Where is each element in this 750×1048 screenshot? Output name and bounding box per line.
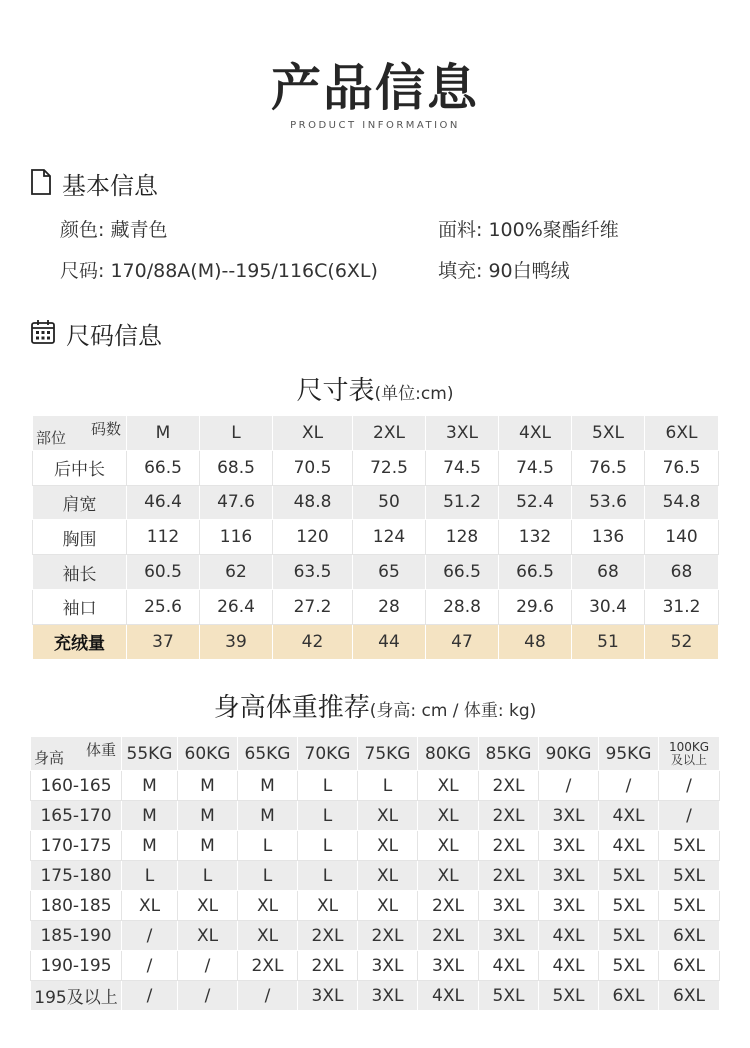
table-cell: 5XL xyxy=(599,861,659,891)
size-info-heading xyxy=(30,316,162,351)
table-cell: 124 xyxy=(353,520,426,555)
table-cell: 4XL xyxy=(599,801,659,831)
size-table-unit: (单位:cm) xyxy=(374,384,454,404)
table-cell: 2XL xyxy=(298,921,358,951)
column-header: 80KG xyxy=(418,737,479,771)
table-cell: L xyxy=(238,831,298,861)
fabric-info: 面料: 100%聚酯纤维 xyxy=(438,219,619,241)
size-chart-table xyxy=(32,415,719,660)
calendar-icon xyxy=(30,319,56,349)
table-cell: 2XL xyxy=(418,921,479,951)
table-cell: 2XL xyxy=(479,771,539,801)
corner-column-label: 体重 xyxy=(85,741,116,759)
table-row xyxy=(31,981,720,1011)
table-cell: 5XL xyxy=(659,861,720,891)
table-cell: 3XL xyxy=(539,861,599,891)
table-cell: 3XL xyxy=(539,831,599,861)
table-cell: 44 xyxy=(353,624,426,659)
column-header: 85KG xyxy=(479,737,539,771)
table-cell: 5XL xyxy=(479,981,539,1011)
table-cell: XL xyxy=(238,891,298,921)
table-cell: / xyxy=(178,981,238,1011)
table-cell: 3XL xyxy=(298,981,358,1011)
table-cell: XL xyxy=(178,921,238,951)
table-cell: L xyxy=(298,861,358,891)
table-cell: 68 xyxy=(572,555,645,590)
row-label: 肩宽 xyxy=(33,485,127,520)
table-cell: XL xyxy=(358,861,418,891)
table-cell: XL xyxy=(418,831,479,861)
table-cell: / xyxy=(599,771,659,801)
height-weight-table xyxy=(30,736,720,1011)
table-cell: / xyxy=(659,771,720,801)
row-label: 175-180 xyxy=(31,861,122,891)
row-label: 165-170 xyxy=(31,801,122,831)
table-cell: 60.5 xyxy=(127,555,200,590)
column-header: 100KG 及以上 xyxy=(659,737,720,771)
row-label: 180-185 xyxy=(31,891,122,921)
table-cell: XL xyxy=(178,891,238,921)
table-cell: L xyxy=(238,861,298,891)
table-cell: 3XL xyxy=(358,951,418,981)
table-cell: 112 xyxy=(127,520,200,555)
table-cell: M xyxy=(178,801,238,831)
table-cell: XL xyxy=(358,891,418,921)
table-cell: 6XL xyxy=(599,981,659,1011)
size-table-title xyxy=(0,370,750,407)
table-row xyxy=(33,520,719,555)
table-cell: / xyxy=(539,771,599,801)
table-cell: 25.6 xyxy=(127,589,200,624)
table-cell: XL xyxy=(238,921,298,951)
table-header-row xyxy=(31,737,720,771)
table-cell: 28.8 xyxy=(426,589,499,624)
table-cell: 76.5 xyxy=(572,450,645,485)
table-cell: 48.8 xyxy=(273,485,353,520)
column-header: 70KG xyxy=(298,737,358,771)
row-label: 胸围 xyxy=(33,520,127,555)
table-cell: 47 xyxy=(426,624,499,659)
table-cell: 65 xyxy=(353,555,426,590)
table-cell: 76.5 xyxy=(645,450,719,485)
table-cell: L xyxy=(178,861,238,891)
rec-table-title-text: 身高体重推荐 xyxy=(213,693,370,723)
rec-table-title xyxy=(0,687,750,724)
column-header: 6XL xyxy=(645,416,719,451)
table-row xyxy=(33,450,719,485)
table-cell: M xyxy=(238,771,298,801)
table-cell: 2XL xyxy=(479,801,539,831)
table-cell: 63.5 xyxy=(273,555,353,590)
table-cell: / xyxy=(122,921,178,951)
table-cell: M xyxy=(122,831,178,861)
table-cell: 2XL xyxy=(238,951,298,981)
table-cell: 52.4 xyxy=(499,485,572,520)
column-header: 55KG xyxy=(122,737,178,771)
row-label: 袖长 xyxy=(33,555,127,590)
table-cell: / xyxy=(178,951,238,981)
table-cell: 4XL xyxy=(479,951,539,981)
row-label: 后中长 xyxy=(33,450,127,485)
table-cell: XL xyxy=(358,801,418,831)
color-info: 颜色: 藏青色 xyxy=(60,219,168,241)
table-cell: 4XL xyxy=(599,831,659,861)
table-cell: 29.6 xyxy=(499,589,572,624)
column-header: L xyxy=(200,416,273,451)
table-cell: 68 xyxy=(645,555,719,590)
row-label: 袖口 xyxy=(33,589,127,624)
table-cell: 120 xyxy=(273,520,353,555)
table-cell: 48 xyxy=(499,624,572,659)
table-cell: 26.4 xyxy=(200,589,273,624)
table-cell: 30.4 xyxy=(572,589,645,624)
corner-header-cell xyxy=(31,737,122,771)
table-cell: 54.8 xyxy=(645,485,719,520)
table-cell: 116 xyxy=(200,520,273,555)
corner-row-label: 部位 xyxy=(36,428,67,447)
column-header: 2XL xyxy=(353,416,426,451)
size-table-title-text: 尺寸表 xyxy=(296,376,375,406)
column-header: 60KG xyxy=(178,737,238,771)
table-cell: 5XL xyxy=(599,891,659,921)
column-header: M xyxy=(127,416,200,451)
row-label: 160-165 xyxy=(31,771,122,801)
column-header: 3XL xyxy=(426,416,499,451)
table-cell: 52 xyxy=(645,624,719,659)
table-cell: 66.5 xyxy=(499,555,572,590)
column-header: 95KG xyxy=(599,737,659,771)
table-row xyxy=(31,921,720,951)
table-cell: 51 xyxy=(572,624,645,659)
table-cell: 62 xyxy=(200,555,273,590)
table-cell: 3XL xyxy=(539,891,599,921)
table-cell: 2XL xyxy=(298,951,358,981)
table-cell: 66.5 xyxy=(127,450,200,485)
table-cell: L xyxy=(298,771,358,801)
table-row xyxy=(33,555,719,590)
table-cell: 3XL xyxy=(418,951,479,981)
table-cell: M xyxy=(122,771,178,801)
table-row xyxy=(31,831,720,861)
table-row xyxy=(33,624,719,659)
table-cell: 28 xyxy=(353,589,426,624)
table-cell: XL xyxy=(358,831,418,861)
table-cell: 4XL xyxy=(418,981,479,1011)
column-header: 4XL xyxy=(499,416,572,451)
table-cell: 53.6 xyxy=(572,485,645,520)
table-cell: 74.5 xyxy=(426,450,499,485)
page-subtitle: PRODUCT INFORMATION xyxy=(290,120,460,131)
table-cell: M xyxy=(122,801,178,831)
table-cell: 6XL xyxy=(659,921,720,951)
table-cell: 5XL xyxy=(599,921,659,951)
table-row xyxy=(33,485,719,520)
table-row xyxy=(31,951,720,981)
corner-column-label: 码数 xyxy=(90,420,121,438)
table-cell: 50 xyxy=(353,485,426,520)
table-cell: / xyxy=(238,981,298,1011)
table-cell: XL xyxy=(122,891,178,921)
table-cell: 46.4 xyxy=(127,485,200,520)
table-cell: 66.5 xyxy=(426,555,499,590)
row-label: 185-190 xyxy=(31,921,122,951)
table-row xyxy=(31,771,720,801)
table-cell: 140 xyxy=(645,520,719,555)
size-info-label: 尺码信息 xyxy=(66,322,162,350)
table-row xyxy=(31,891,720,921)
corner-row-label: 身高 xyxy=(34,749,65,767)
basic-info-label: 基本信息 xyxy=(62,172,158,200)
table-cell: L xyxy=(122,861,178,891)
table-cell: 39 xyxy=(200,624,273,659)
table-cell: 4XL xyxy=(539,921,599,951)
column-header: 65KG xyxy=(238,737,298,771)
table-cell: 2XL xyxy=(358,921,418,951)
table-row xyxy=(31,861,720,891)
table-cell: 5XL xyxy=(659,891,720,921)
row-label: 充绒量 xyxy=(33,624,127,659)
filling-info: 填充: 90白鸭绒 xyxy=(438,260,570,282)
table-cell: 6XL xyxy=(659,981,720,1011)
basic-info-heading xyxy=(30,166,158,201)
table-cell: 70.5 xyxy=(273,450,353,485)
table-cell: 3XL xyxy=(539,801,599,831)
table-cell: 2XL xyxy=(418,891,479,921)
row-label: 170-175 xyxy=(31,831,122,861)
size-range-info: 尺码: 170/88A(M)--195/116C(6XL) xyxy=(60,260,378,282)
rec-table-unit: (身高: cm / 体重: kg) xyxy=(369,701,537,721)
table-cell: L xyxy=(358,771,418,801)
table-cell: M xyxy=(178,831,238,861)
table-cell: L xyxy=(298,801,358,831)
table-cell: / xyxy=(122,951,178,981)
table-cell: 27.2 xyxy=(273,589,353,624)
table-cell: 132 xyxy=(499,520,572,555)
document-icon xyxy=(30,169,52,199)
table-cell: 74.5 xyxy=(499,450,572,485)
table-cell: 4XL xyxy=(539,951,599,981)
page-title: 产品信息 xyxy=(271,59,479,117)
table-cell: 5XL xyxy=(539,981,599,1011)
table-cell: 3XL xyxy=(479,891,539,921)
table-cell: 3XL xyxy=(358,981,418,1011)
column-header: XL xyxy=(273,416,353,451)
table-cell: / xyxy=(122,981,178,1011)
table-cell: XL xyxy=(298,891,358,921)
table-cell: 47.6 xyxy=(200,485,273,520)
table-cell: 31.2 xyxy=(645,589,719,624)
table-cell: 2XL xyxy=(479,831,539,861)
table-row xyxy=(31,801,720,831)
table-cell: XL xyxy=(418,861,479,891)
table-cell: 3XL xyxy=(479,921,539,951)
table-cell: 51.2 xyxy=(426,485,499,520)
table-cell: 5XL xyxy=(599,951,659,981)
table-cell: 128 xyxy=(426,520,499,555)
table-cell: M xyxy=(178,771,238,801)
table-cell: 42 xyxy=(273,624,353,659)
table-cell: 37 xyxy=(127,624,200,659)
table-cell: L xyxy=(298,831,358,861)
table-row xyxy=(33,589,719,624)
row-label: 195及以上 xyxy=(31,981,122,1011)
table-cell: 6XL xyxy=(659,951,720,981)
table-cell: / xyxy=(659,801,720,831)
table-cell: 72.5 xyxy=(353,450,426,485)
table-cell: 68.5 xyxy=(200,450,273,485)
table-header-row xyxy=(33,416,719,451)
table-cell: 136 xyxy=(572,520,645,555)
column-header: 5XL xyxy=(572,416,645,451)
table-cell: XL xyxy=(418,771,479,801)
row-label: 190-195 xyxy=(31,951,122,981)
corner-header-cell xyxy=(33,416,127,451)
column-header: 75KG xyxy=(358,737,418,771)
column-header: 90KG xyxy=(539,737,599,771)
table-cell: XL xyxy=(418,801,479,831)
table-cell: 2XL xyxy=(479,861,539,891)
table-cell: 5XL xyxy=(659,831,720,861)
table-cell: M xyxy=(238,801,298,831)
